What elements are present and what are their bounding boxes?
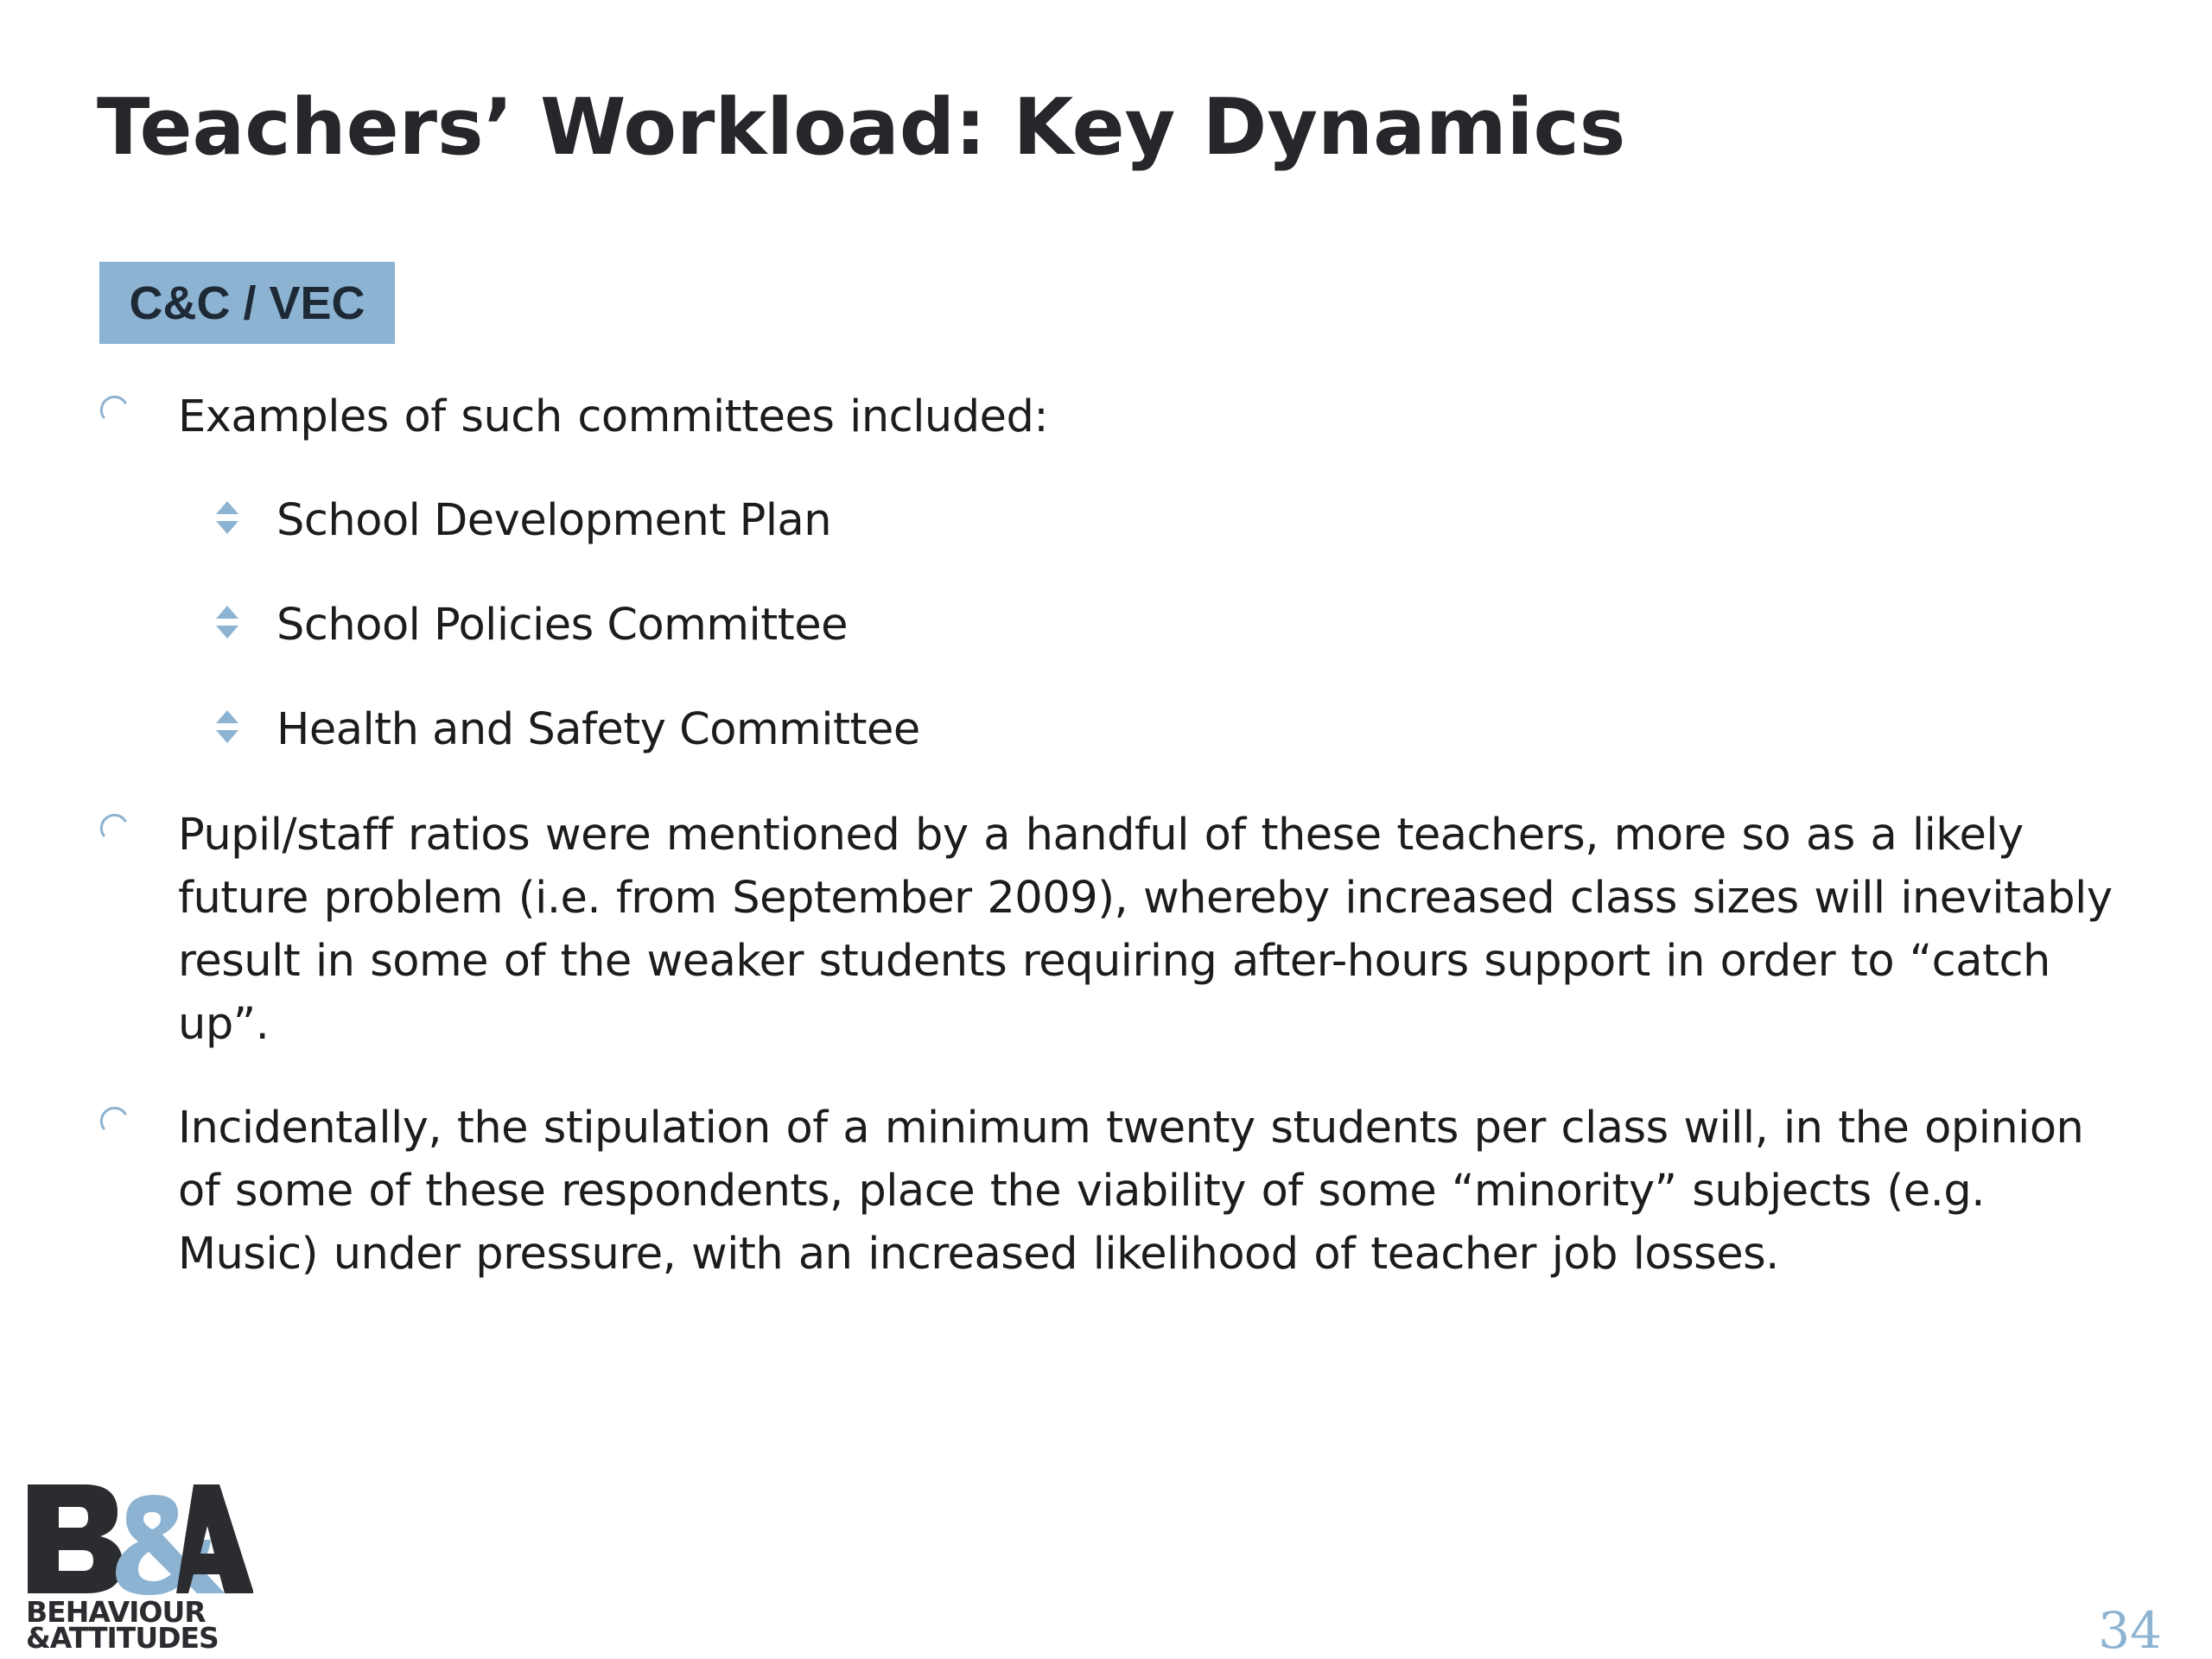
sub-bullet-item: School Policies Committee (276, 600, 848, 651)
bullet-item: Examples of such committees included: (178, 391, 1049, 442)
company-logo (24, 1478, 253, 1655)
arc-bullet-icon (97, 1106, 131, 1141)
slide-title: Teachers’ Workload: Key Dynamics (97, 82, 1626, 173)
sub-bullet-item: Health and Safety Committee (276, 704, 920, 755)
diamond-bullet-icon (213, 604, 242, 642)
diamond-bullet-icon (213, 709, 242, 747)
arc-bullet-icon (97, 395, 131, 429)
logo-line-1: BEHAVIOUR (26, 1595, 206, 1629)
section-tag: C&C / VEC (99, 262, 395, 344)
logo-line-2: &ATTITUDES (26, 1621, 219, 1655)
bullet-item: Incidentally, the stipulation of a minimum twenty students per class will, in the opinion of some of these respondents, place the viability of some “minority” subjects (e.g. Music) under pressure, with an increased likelihood of teacher job losses. (178, 1103, 2084, 1280)
ba-monogram-icon (24, 1478, 253, 1599)
sub-bullet-item: School Development Plan (276, 495, 832, 546)
diamond-bullet-icon (213, 499, 242, 537)
bullet-item: Pupil/staff ratios were mentioned by a handful of these teachers, more so as a likely future problem (i.e. from September 2009), whereby increased class sizes will inevitably result in some of the weaker students requiring after-hours support in order to “catch up”. (178, 810, 2113, 1050)
page-number: 34 (2098, 1601, 2162, 1659)
arc-bullet-icon (97, 813, 131, 848)
